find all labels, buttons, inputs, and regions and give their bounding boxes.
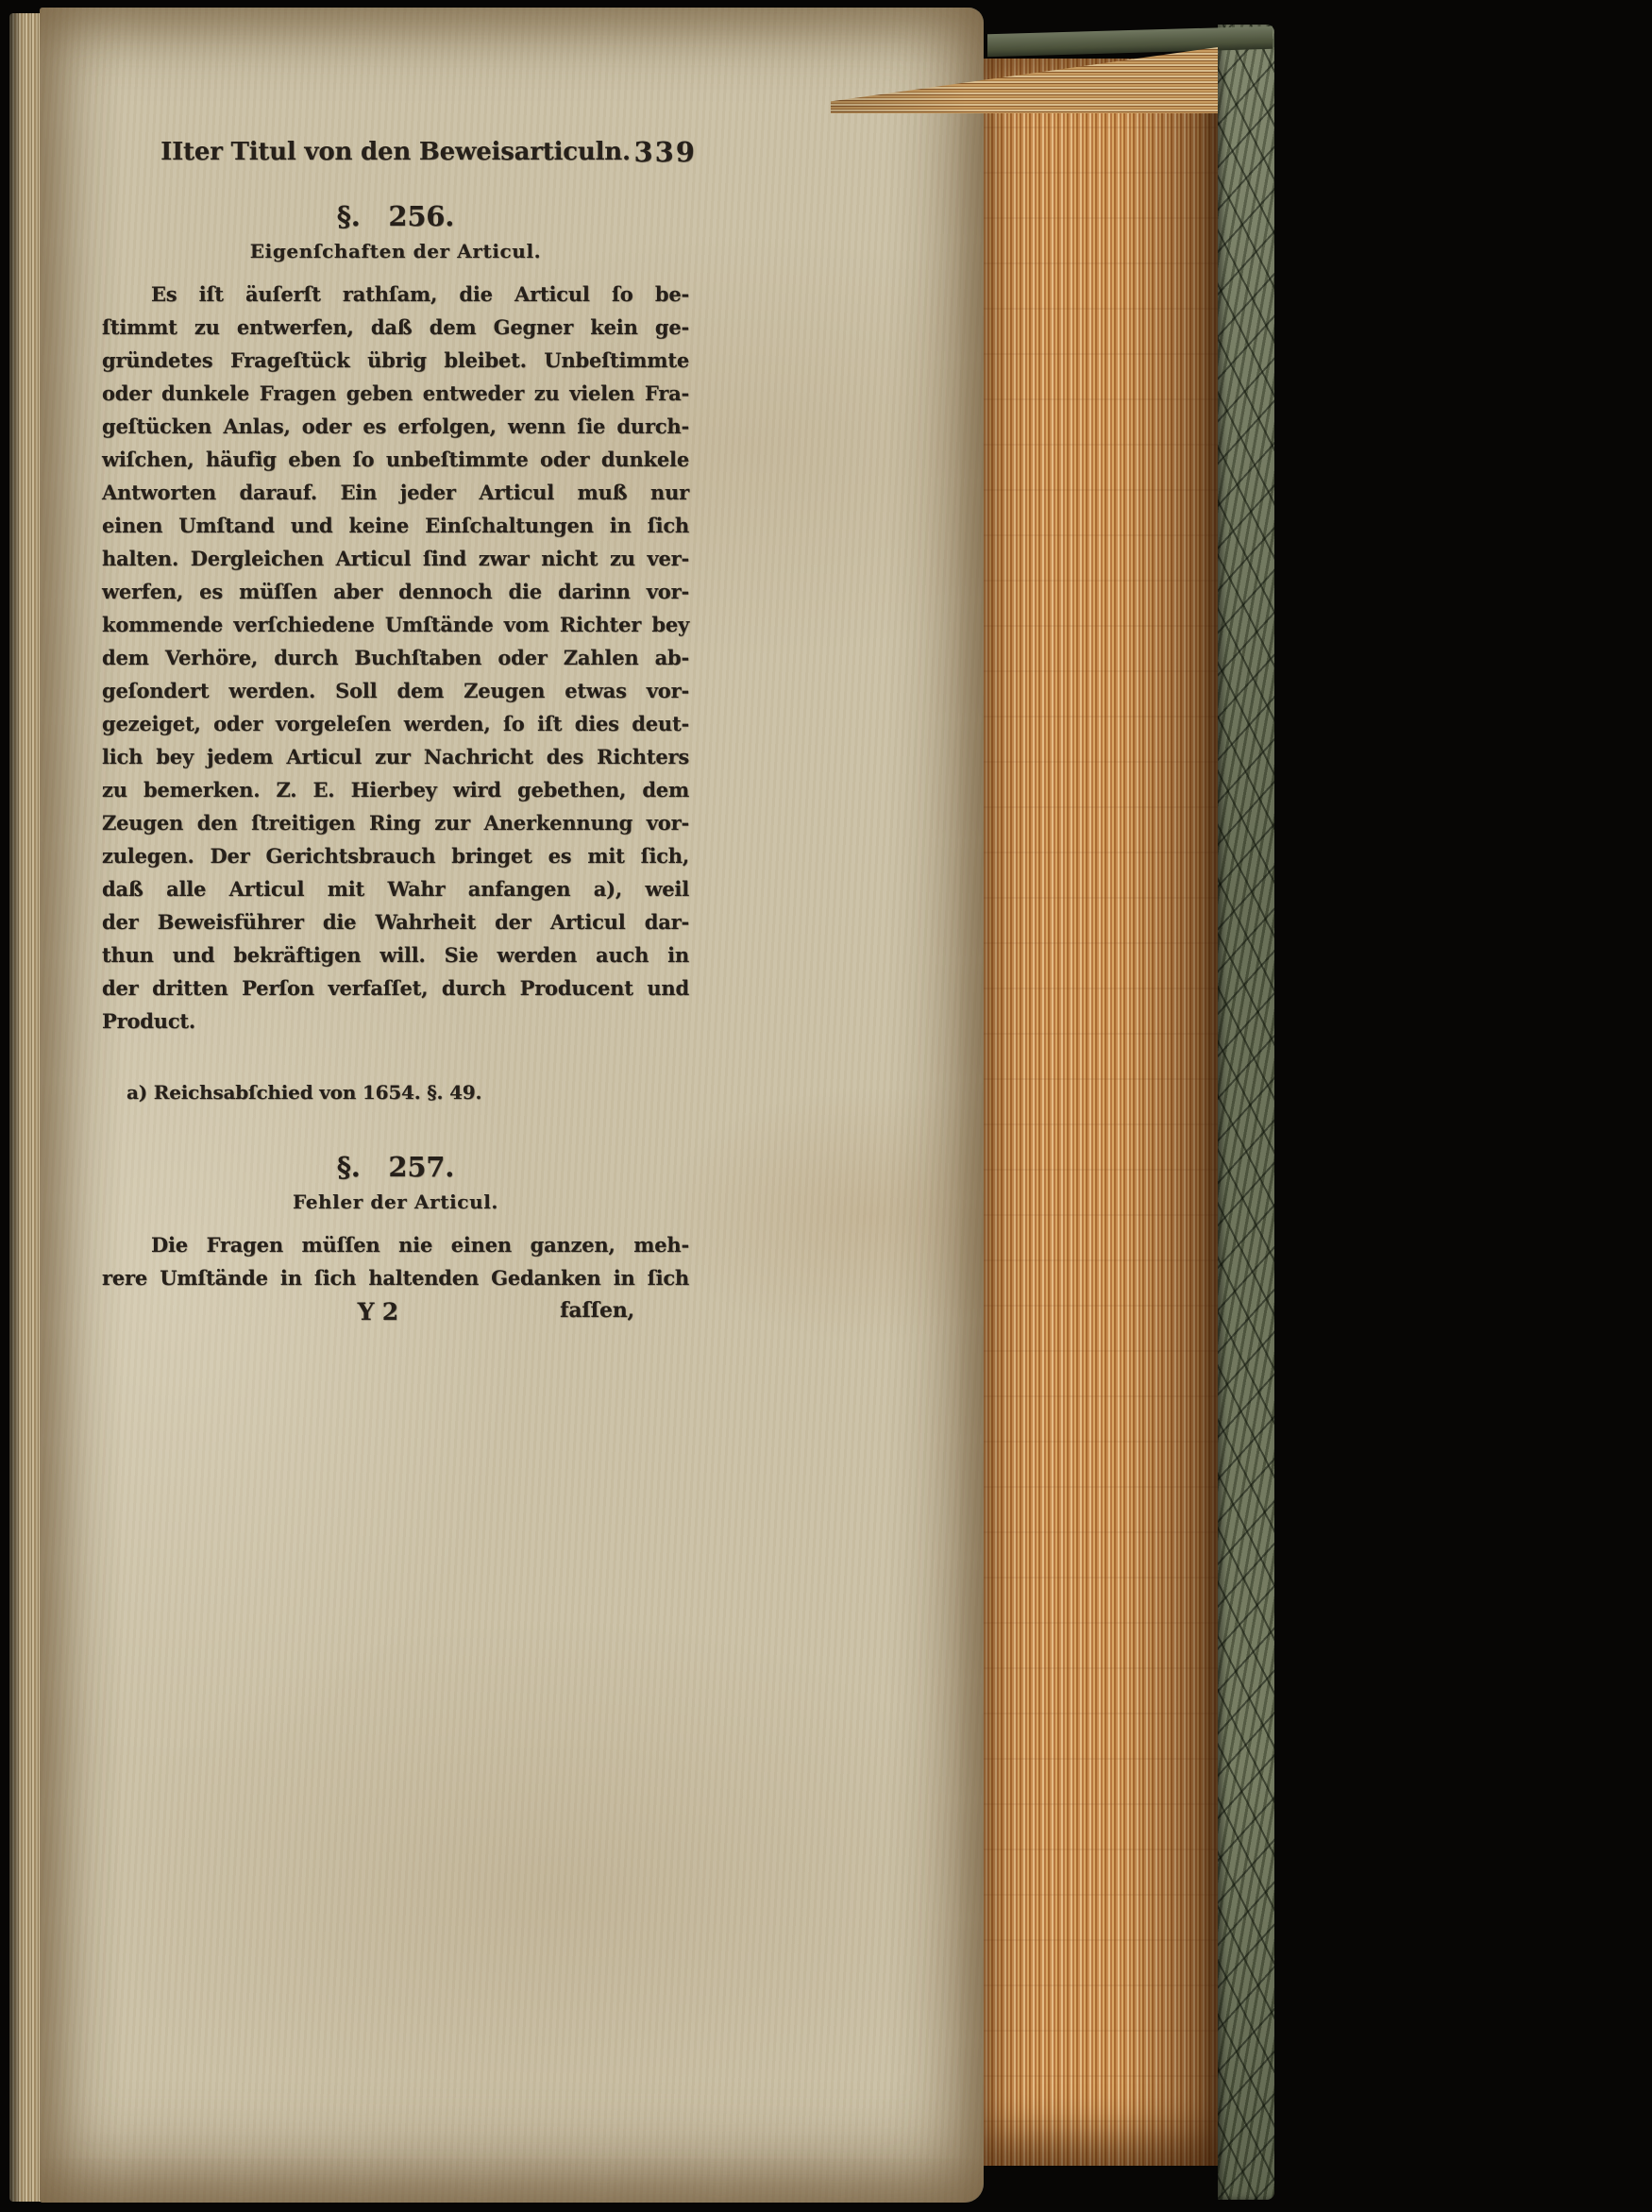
page-text-block	[102, 136, 697, 1334]
marbled-cover-board	[1218, 25, 1274, 2200]
text-line: halten. Dergleichen Articul ſind zwar nicht zu ver-	[102, 547, 689, 570]
text-line: oder dunkele Fragen geben entweder zu vielen Fra-	[102, 381, 689, 405]
page-number: 339	[633, 136, 697, 168]
section-256-heading: Eigenſchaften der Articul.	[249, 240, 542, 262]
catchline	[102, 1298, 689, 1334]
text-line: Antworten darauf. Ein jeder Articul muß nur	[102, 481, 689, 504]
text-line: Es iſt äuſerſt rathſam, die Articul ſo be-	[151, 282, 689, 306]
text-line: zu bemerken. Z. E. Hierbey wird gebethen, dem	[102, 778, 689, 802]
text-line: thun und bekräftigen will. Sie werden auch in	[102, 943, 689, 967]
text-line: lich bey jedem Articul zur Nachricht des Richters	[102, 745, 689, 768]
text-line: dem Verhöre, durch Buchſtaben oder Zahlen ab-	[102, 646, 689, 669]
page-fore-edge-stack	[984, 59, 1218, 2166]
section-256-number: §. 256.	[336, 200, 455, 232]
text-line: Die Fragen müſſen nie einen ganzen, meh-	[151, 1233, 689, 1257]
text-line: Zeugen den ſtreitigen Ring zur Anerkennung vor-	[102, 811, 689, 835]
text-line: werfen, es müſſen aber dennoch die darinn vor-	[102, 580, 689, 603]
text-line: der Beweisführer die Wahrheit der Articul dar-	[102, 910, 689, 934]
text-line: wiſchen, häufig eben ſo unbeſtimmte oder dunkele	[102, 447, 689, 471]
text-line: rere Umſtände in ſich haltenden Gedanken in ſich	[102, 1266, 689, 1290]
footnote: a) Reichsabſchied von 1654. §. 49.	[126, 1081, 482, 1104]
text-line: Product.	[102, 1009, 196, 1033]
catchword: faſſen,	[560, 1298, 634, 1323]
running-header-title: IIter Titul von den Beweisarticuln.	[160, 138, 631, 166]
text-line: kommende verſchiedene Umſtände vom Richter bey	[102, 613, 689, 636]
text-line: zulegen. Der Gerichtsbrauch bringet es mit ſich,	[102, 844, 689, 868]
text-line: ſtimmt zu entwerfen, daß dem Gegner kein ge-	[102, 315, 689, 339]
signature-mark: Y 2	[357, 1298, 399, 1326]
text-line: einen Umſtand und keine Einſchaltungen in ſich	[102, 514, 689, 537]
text-line: geſondert werden. Soll dem Zeugen etwas vor-	[102, 679, 689, 702]
text-line: daß alle Articul mit Wahr anfangen a), weil	[102, 877, 689, 901]
section-257-number: §. 257.	[336, 1151, 455, 1183]
paragraph-257	[102, 1228, 689, 1294]
section-257-heading: Fehler der Articul.	[293, 1190, 498, 1213]
book-page	[40, 8, 984, 2203]
text-line: der dritten Perſon verfaſſet, durch Producent und	[102, 976, 689, 1000]
text-line: gründetes Frageſtück übrig bleibet. Unbeſtimmte	[102, 348, 689, 372]
running-header	[102, 136, 697, 176]
text-line: geſtücken Anlas, oder es erfolgen, wenn ſie durch-	[102, 414, 689, 438]
paragraph-256	[102, 278, 689, 1038]
text-line: gezeiget, oder vorgeleſen werden, ſo iſt dies deut-	[102, 712, 689, 735]
left-page-edges	[9, 13, 42, 2202]
